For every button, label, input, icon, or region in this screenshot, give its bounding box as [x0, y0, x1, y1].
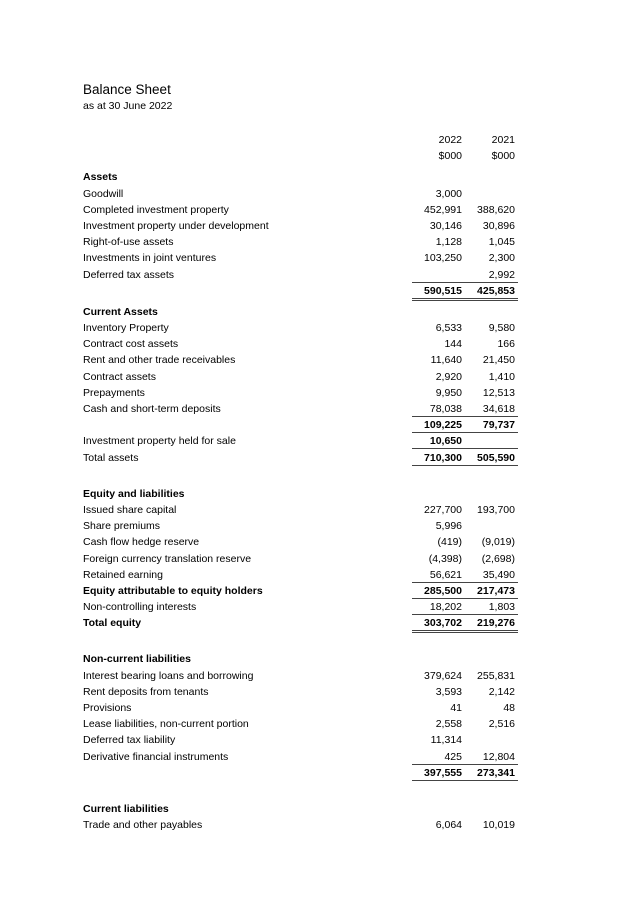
- value-2022: 590,515: [424, 284, 462, 297]
- value-2021: 273,341: [477, 766, 515, 779]
- value-2022: 2,558: [435, 718, 462, 731]
- value-2022: 11,640: [430, 354, 462, 367]
- row-label: Right-of-use assets: [83, 236, 174, 249]
- value-2022: 109,225: [424, 419, 462, 432]
- value-2021: 12,804: [482, 750, 515, 763]
- row-label: Equity and liabilities: [83, 487, 185, 500]
- row-label: Total equity: [83, 617, 142, 630]
- value-2021: [465, 169, 518, 184]
- line-item-row: [83, 502, 523, 518]
- column-header-units: [83, 148, 523, 164]
- line-item-row: [83, 732, 523, 748]
- subtotal-row: [83, 417, 523, 433]
- column-unit-2021: $000: [491, 150, 515, 163]
- row-label: Non-current liabilities: [83, 653, 191, 666]
- value-2022: 10,650: [429, 435, 462, 448]
- row-label: Contract cost assets: [83, 338, 179, 351]
- row-label: Rent and other trade receivables: [83, 354, 236, 367]
- value-2021: 255,831: [477, 669, 515, 682]
- line-item-row: [83, 401, 523, 417]
- statement-section: [83, 486, 523, 632]
- column-header-years: [83, 132, 523, 148]
- value-2021: 2,516: [488, 718, 515, 731]
- value-2022: 710,300: [424, 451, 462, 464]
- row-label: Cash and short-term deposits: [83, 403, 221, 415]
- value-2021: [465, 433, 518, 448]
- row-label: Share premiums: [83, 520, 161, 533]
- value-2022: [412, 304, 465, 319]
- value-2022: 56,621: [429, 568, 462, 581]
- line-item-row: [83, 320, 523, 336]
- value-2021: 1,045: [488, 236, 515, 249]
- value-2022: (419): [437, 536, 462, 549]
- line-item-row: [83, 186, 523, 202]
- row-label: Foreign currency translation reserve: [83, 552, 252, 565]
- row-label: Retained earning: [83, 568, 163, 581]
- line-item-row: [83, 599, 523, 615]
- row-label: Provisions: [83, 702, 132, 714]
- value-2021: (9,019): [481, 536, 515, 549]
- value-2021: 166: [497, 338, 515, 351]
- line-item-row: [83, 817, 523, 833]
- value-2021: 35,490: [482, 568, 515, 581]
- row-label: Current Assets: [83, 305, 158, 318]
- value-2022: 3,000: [435, 187, 462, 200]
- value-2022: [412, 651, 465, 666]
- row-label: Prepayments: [83, 386, 145, 399]
- row-label: Inventory Property: [83, 322, 169, 335]
- statement-body: [83, 164, 523, 833]
- value-2021: 505,590: [477, 451, 515, 464]
- line-item-row: [83, 716, 523, 732]
- row-label: Trade and other payables: [83, 819, 203, 832]
- line-item-row: [83, 218, 523, 234]
- value-2022: [412, 169, 465, 184]
- value-2021: [465, 486, 518, 501]
- value-2021: [465, 732, 518, 747]
- section-spacer: [83, 631, 523, 651]
- value-2021: 193,700: [477, 503, 515, 516]
- value-2022: 144: [444, 338, 462, 351]
- value-2022: [412, 801, 465, 816]
- line-item-row: [83, 684, 523, 700]
- row-label: Cash flow hedge reserve: [83, 536, 200, 549]
- row-label: Assets: [83, 171, 118, 184]
- value-2022: 227,700: [424, 503, 462, 516]
- value-2022: 78,038: [429, 403, 462, 415]
- section-spacer: [83, 781, 523, 801]
- row-label: Current liabilities: [83, 802, 169, 815]
- statement-section: [83, 304, 523, 466]
- line-item-row: [83, 668, 523, 684]
- line-item-row: [83, 433, 523, 449]
- value-2022: 452,991: [424, 203, 462, 216]
- value-2021: 219,276: [477, 617, 515, 630]
- section-heading: [83, 304, 523, 320]
- value-2021: 34,618: [482, 403, 515, 415]
- section-heading: [83, 169, 523, 185]
- row-label: Rent deposits from tenants: [83, 685, 209, 698]
- line-item-row: [83, 534, 523, 550]
- column-year-2022: 2022: [438, 134, 462, 146]
- line-item-row: [83, 450, 523, 466]
- value-2022: [412, 267, 465, 282]
- value-2021: [465, 801, 518, 816]
- value-2022: 6,533: [435, 322, 462, 335]
- row-label: Investment property under development: [83, 219, 269, 232]
- column-year-2021: 2021: [491, 134, 515, 146]
- column-unit-2022: $000: [438, 150, 462, 163]
- line-item-row: [83, 700, 523, 716]
- line-item-row: [83, 234, 523, 250]
- line-item-row: [83, 267, 523, 283]
- value-2022: 2,920: [435, 370, 462, 383]
- section-spacer: [83, 466, 523, 486]
- line-item-row: [83, 202, 523, 218]
- document-title: Balance Sheet: [83, 82, 171, 97]
- value-2021: 79,737: [482, 419, 515, 432]
- row-label: Deferred tax assets: [83, 268, 175, 281]
- statement-section: [83, 169, 523, 299]
- document-subtitle: as at 30 June 2022: [83, 100, 173, 112]
- value-2021: [465, 518, 518, 533]
- line-item-row: [83, 352, 523, 368]
- line-item-row: [83, 250, 523, 266]
- value-2022: 18,202: [429, 601, 462, 614]
- section-heading: [83, 486, 523, 502]
- row-label: Deferred tax liability: [83, 734, 176, 747]
- value-2021: (2,698): [481, 552, 515, 565]
- value-2022: 30,146: [429, 219, 462, 232]
- subtotal-row: [83, 283, 523, 299]
- value-2022: (4,398): [428, 552, 462, 565]
- row-label: Equity attributable to equity holders: [83, 584, 263, 597]
- value-2021: 9,580: [488, 322, 515, 335]
- balance-sheet: [83, 81, 523, 833]
- value-2022: [412, 486, 465, 501]
- line-item-row: [83, 336, 523, 352]
- row-label: Investments in joint ventures: [83, 252, 217, 265]
- value-2021: 1,803: [488, 601, 515, 614]
- value-2021: 1,410: [488, 370, 515, 383]
- row-label: Derivative financial instruments: [83, 750, 229, 763]
- value-2022: 1,128: [435, 236, 462, 249]
- row-label: Total assets: [83, 451, 139, 464]
- row-label: Contract assets: [83, 370, 156, 383]
- value-2021: 10,019: [482, 819, 515, 832]
- value-2022: 103,250: [424, 252, 462, 265]
- row-label: Investment property held for sale: [83, 435, 236, 448]
- row-label: Lease liabilities, non-current portion: [83, 718, 249, 731]
- value-2022: 9,950: [435, 386, 462, 399]
- value-2021: [465, 304, 518, 319]
- value-2022: 397,555: [424, 766, 462, 779]
- value-2021: 2,300: [488, 252, 515, 265]
- section-heading: [83, 801, 523, 817]
- line-item-row: [83, 551, 523, 567]
- value-2021: 217,473: [477, 584, 515, 597]
- value-2022: 6,064: [435, 819, 462, 832]
- value-2021: 21,450: [482, 354, 515, 367]
- value-2021: [465, 651, 518, 666]
- line-item-row: [83, 567, 523, 583]
- value-2022: 379,624: [424, 669, 462, 682]
- value-2022: 11,314: [430, 734, 462, 747]
- value-2022: 3,593: [435, 685, 462, 698]
- value-2022: 41: [450, 702, 462, 714]
- value-2021: 388,620: [477, 203, 515, 216]
- row-label: Non-controlling interests: [83, 601, 197, 614]
- value-2021: 2,992: [488, 268, 515, 281]
- statement-section: [83, 801, 523, 833]
- value-2021: 2,142: [488, 685, 515, 698]
- value-2022: 303,702: [424, 617, 462, 630]
- value-2021: 30,896: [482, 219, 515, 232]
- value-2021: [465, 186, 518, 201]
- value-2022: 5,996: [435, 520, 462, 533]
- value-2021: 12,513: [482, 386, 515, 399]
- value-2021: 425,853: [477, 284, 515, 297]
- subtotal-row: [83, 615, 523, 631]
- section-heading: [83, 651, 523, 667]
- row-label: Goodwill: [83, 187, 124, 200]
- value-2021: 48: [503, 702, 515, 714]
- row-label: Issued share capital: [83, 503, 177, 516]
- statement-section: [83, 651, 523, 781]
- line-item-row: [83, 369, 523, 385]
- row-label: Completed investment property: [83, 203, 229, 216]
- row-label: Interest bearing loans and borrowing: [83, 669, 254, 682]
- value-2022: 285,500: [424, 584, 462, 597]
- subtotal-row: [83, 765, 523, 781]
- value-2022: 425: [444, 750, 462, 763]
- line-item-row: [83, 385, 523, 401]
- line-item-row: [83, 749, 523, 765]
- line-item-row: [83, 518, 523, 534]
- subtotal-row: [83, 583, 523, 599]
